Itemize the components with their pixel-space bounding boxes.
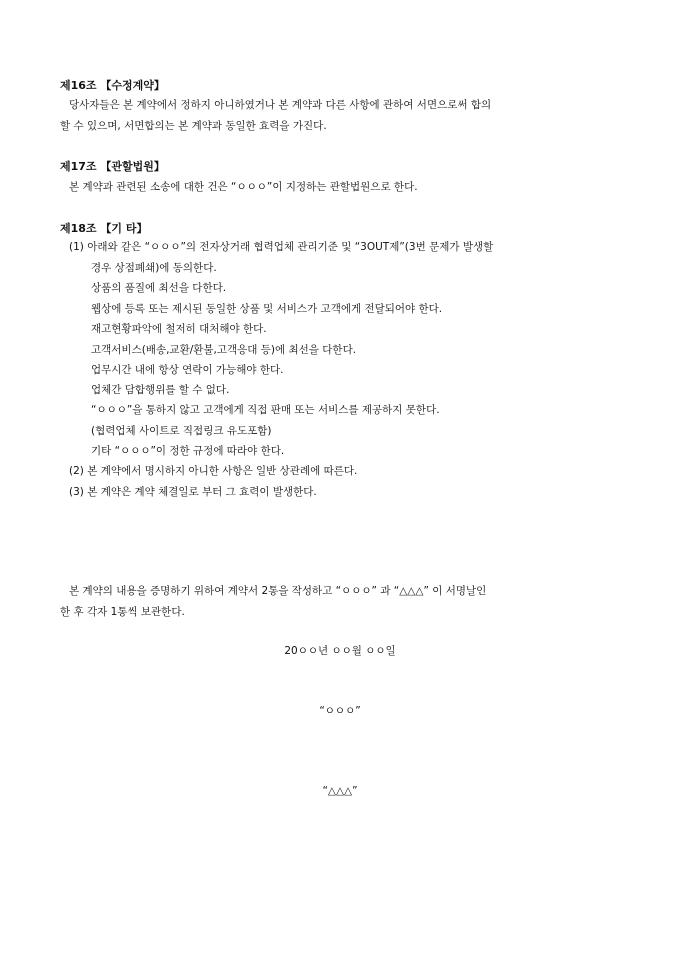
article-16-line-1: 당사자들은 본 계약에서 정하지 아니하였거나 본 계약과 다른 사항에 관하여 서면으로써 합의 <box>69 99 492 111</box>
article-16-line-2: 할 수 있으며, 서면합의는 본 계약과 동일한 효력을 가진다. <box>60 120 327 132</box>
article-18-subitem: 업체간 담합행위를 할 수 없다. <box>91 384 230 396</box>
party-2-signature: “△△△” <box>322 785 358 797</box>
article-17-line-1: 본 계약과 관련된 소송에 대한 건은 “ㅇㅇㅇ”이 지정하는 관할법원으로 한다. <box>69 181 418 193</box>
article-17-heading: 제17조 【관할법원】 <box>60 160 165 173</box>
closing-line-1: 본 계약의 내용을 증명하기 위하여 계약서 2통을 작성하고 “ㅇㅇㅇ” 과 “△△△” 이 서명날인 <box>69 585 487 597</box>
article-18-subitem: 기타 “ㅇㅇㅇ”이 정한 규정에 따라야 한다. <box>91 445 285 457</box>
article-18-item-3: (3) 본 계약은 계약 체결일로 부터 그 효력이 발생한다. <box>69 486 317 498</box>
article-18-subitem: (협력업체 사이트로 직접링크 유도포함) <box>91 425 272 437</box>
article-16-heading: 제16조 【수정계약】 <box>60 79 165 92</box>
party-1-signature: “ㅇㅇㅇ” <box>319 705 361 717</box>
article-18-subitem: 고객서비스(배송,교환/환불,고객응대 등)에 최선을 다한다. <box>91 344 357 356</box>
article-18-subitem: 웹상에 등록 또는 제시된 동일한 상품 및 서비스가 고객에게 전달되어야 한다. <box>91 303 443 315</box>
closing-line-2: 한 후 각자 1통씩 보관한다. <box>60 606 185 618</box>
article-18-subitem: 업무시간 내에 항상 연락이 가능해야 한다. <box>91 364 284 376</box>
article-18-heading: 제18조 【기 타】 <box>60 222 148 235</box>
article-18-subitem: 상품의 품질에 최선을 다한다. <box>91 282 227 294</box>
article-18-item-1-line-1: (1) 아래와 같은 “ㅇㅇㅇ”의 전자상거래 협력업체 관리기준 및 “3OUT제”(3번 문제가 발생할 <box>69 241 494 253</box>
article-18-subitem: “ㅇㅇㅇ”을 통하지 않고 고객에게 직접 판매 또는 서비스를 제공하지 못한다. <box>91 404 440 416</box>
article-18-subitem: 재고현황파악에 철저히 대처해야 한다. <box>91 323 267 335</box>
article-18-item-1-line-2: 경우 상점폐쇄)에 동의한다. <box>91 262 217 274</box>
article-18-item-2: (2) 본 계약에서 명시하지 아니한 사항은 일반 상관례에 따른다. <box>69 465 358 477</box>
contract-date: 20ㅇㅇ년 ㅇㅇ월 ㅇㅇ일 <box>284 645 396 657</box>
